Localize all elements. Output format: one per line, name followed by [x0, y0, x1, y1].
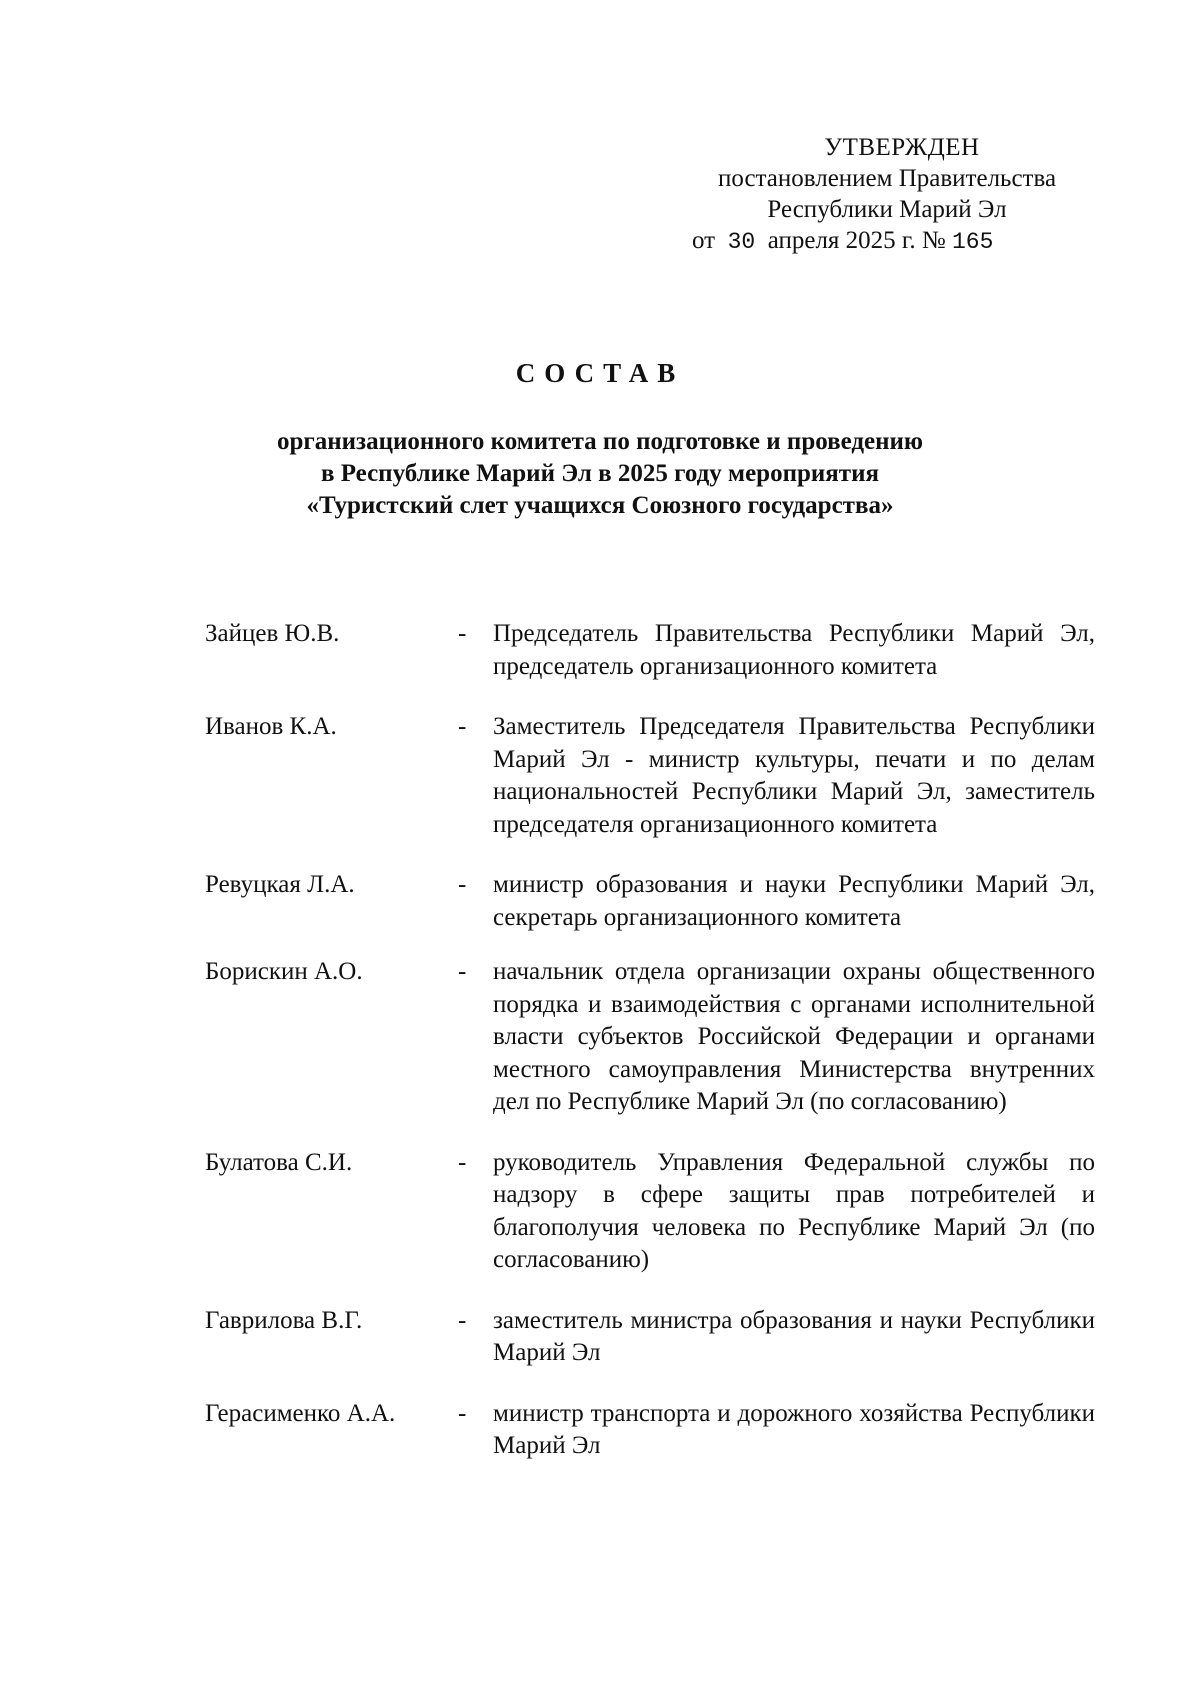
member-dash: - [458, 871, 467, 898]
member-name: Булатова С.И. [205, 1148, 353, 1176]
list-item [205, 869, 1095, 934]
member-dash: - [458, 1306, 467, 1334]
document-title: СОСТАВ [515, 358, 685, 388]
list-item [205, 1305, 1095, 1370]
subtitle-line-3: «Туристский слет учащихся Союзного государства» [306, 492, 894, 519]
approval-date [672, 225, 1102, 258]
member-name: Зайцев Ю.В. [205, 620, 340, 647]
subtitle-line-2: в Республике Марий Эл в 2025 году мероприятия [320, 460, 880, 487]
member-role: заместитель министра образования и науки Республики Марий Эл [493, 1306, 1095, 1366]
list-item [205, 618, 1095, 683]
member-name: Ревуцкая Л.А. [205, 871, 355, 898]
list-item [205, 711, 1095, 841]
members-list [205, 618, 1095, 1463]
approval-line-2: Республики Марий Эл [767, 196, 1007, 223]
approval-title: УТВЕРЖДЕН [824, 134, 980, 161]
decree-number: 165 [951, 229, 994, 255]
member-name: Герасименко А.А. [205, 1399, 396, 1427]
member-role: Заместитель Председателя Правительства Республики Марий Эл - министр культуры, печати и по делам национальностей Республики Марий Эл, заместитель председателя организационного комитета [493, 713, 1095, 838]
member-dash: - [458, 958, 467, 985]
date-rest: апреля 2025 г. № [767, 227, 946, 254]
date-day: 30 [727, 229, 756, 255]
member-role: Председатель Правительства Республики Марий Эл, председатель организационного комитета [493, 620, 1095, 680]
list-item [205, 1147, 1095, 1277]
approval-block [672, 132, 1102, 258]
member-dash: - [458, 713, 467, 740]
member-dash: - [458, 620, 467, 647]
member-name: Гаврилова В.Г. [205, 1306, 363, 1334]
subtitle-line-1: организационного комитета по подготовке и проведению [276, 428, 924, 455]
member-role: министр транспорта и дорожного хозяйства Республики Марий Эл [493, 1399, 1095, 1459]
date-prefix: от [692, 227, 716, 254]
member-name: Иванов К.А. [205, 713, 337, 740]
document-subtitle [150, 426, 1050, 522]
member-role: руководитель Управления Федеральной службы по надзору в сфере защиты прав потребителей и благополучия человека по Республике Марий Эл (по согласованию) [493, 1148, 1095, 1273]
member-dash: - [458, 1148, 467, 1176]
member-role: министр образования и науки Республики Марий Эл, секретарь организационного комитета [493, 871, 1095, 931]
approval-line-1: постановлением Правительства [717, 165, 1057, 192]
member-role: начальник отдела организации охраны общественного порядка и взаимодействия с органами исполнительной власти субъектов Российской Федерации и органами местного самоуправления Министерства внутренних дел по Республике Марий Эл (по согласованию) [493, 958, 1095, 1115]
member-name: Борискин А.О. [205, 958, 363, 985]
member-dash: - [458, 1399, 467, 1427]
list-item [205, 1398, 1095, 1463]
list-item [205, 956, 1095, 1119]
